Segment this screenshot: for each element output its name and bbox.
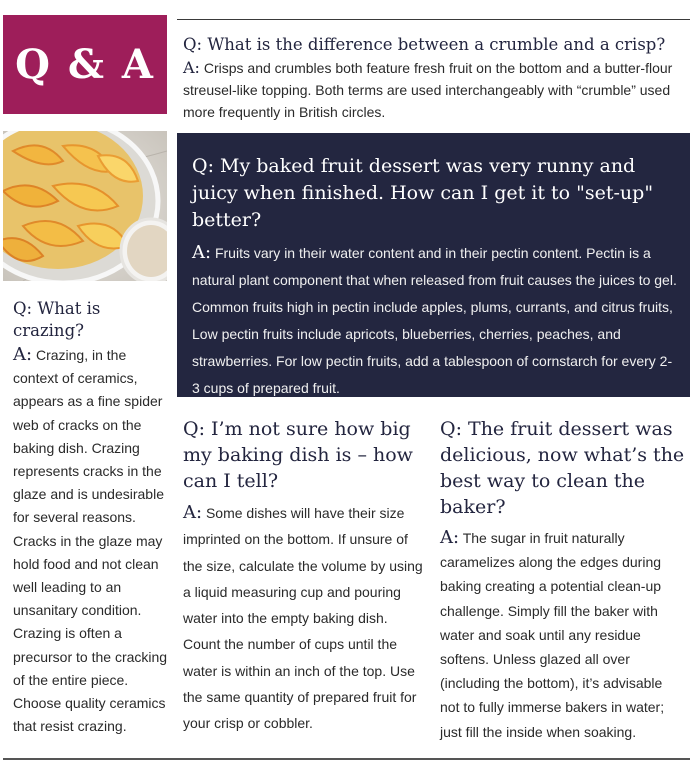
qa-crazing: [13, 298, 171, 738]
qa-clean-baker: [440, 416, 685, 744]
question-text: Q: What is crazing?: [13, 299, 101, 340]
answer-label: A:: [192, 242, 212, 263]
answer-label: A:: [183, 502, 203, 523]
answer-body: The sugar in fruit naturally caramelizes along the edges during baking creating a potential clean-up challenge. Simply fill the baker with water and soak until any residue softens. Unless glazed all over (including the bottom), it’s advisable not to fully immerse bakers in water; just fill the inside when soaking.: [440, 530, 665, 740]
answer-body: Crisps and crumbles both feature fresh fruit on the bottom and a butter-flour streusel-like topping. Both terms are used interchangeably with “crumble” used more frequently in British circles.: [183, 60, 673, 120]
top-divider: [177, 19, 690, 20]
answer-text: [440, 526, 685, 744]
answer-text: [183, 500, 428, 737]
answer-body: Crazing, in the context of ceramics, appears as a fine spider web of cracks on the baking dish. Crazing represents cracks in the glaze and is undesirable for several reasons. Cracks in the glaze may hold food and not clean well leading to an unsanitary condition. Crazing is often a precursor to the cracking of the entire piece. Choose quality ceramics that resist crazing.: [13, 347, 168, 735]
question-text: Q: My baked fruit dessert was very runny and juicy when finished. How can I get it to "set-up" better?: [192, 155, 654, 231]
bottom-divider: [3, 758, 690, 760]
question-text: Q: What is the difference between a crumble and a crisp?: [183, 35, 666, 54]
answer-body: Fruits vary in their water content and in their pectin content. Pectin is a natural plant component that when released from fruit causes the juices to gel. Common fruits high in pectin include apples, plums, currants, and citrus fruits, Low pectin fruits include apricots, blueberries, cherries, peaches, and strawberries. For low pectin fruits, add a tablespoon of cornstarch for every 2-3 cups of prepared fruit.: [192, 245, 677, 396]
question-text: Q: The fruit dessert was delicious, now what’s the best way to clean the baker?: [440, 418, 685, 518]
answer-text: [183, 57, 683, 123]
answer-label: A:: [183, 58, 200, 77]
qa-badge-text: Q & A: [15, 41, 155, 88]
question-text: Q: I’m not sure how big my baking dish is – how can I tell?: [183, 418, 413, 492]
answer-body: Some dishes will have their size imprinted on the bottom. If unsure of the size, calculate the volume by using a liquid measuring cup and pouring water into the empty baking dish. Count the number of cups until the water is within an inch of the top. Use the same quantity of prepared fruit for your crisp or cobbler.: [183, 505, 423, 732]
qa-dish-size: [183, 416, 428, 737]
peach-photo: [3, 131, 167, 281]
answer-label: A:: [440, 527, 460, 548]
qa-badge: [3, 15, 167, 114]
answer-text: [13, 343, 171, 738]
answer-label: A:: [13, 344, 33, 365]
qa-crumble-vs-crisp: [183, 33, 683, 123]
qa-runny-dessert: [177, 133, 690, 397]
peach-bowl-illustration: [3, 131, 167, 281]
answer-text: [192, 239, 678, 402]
